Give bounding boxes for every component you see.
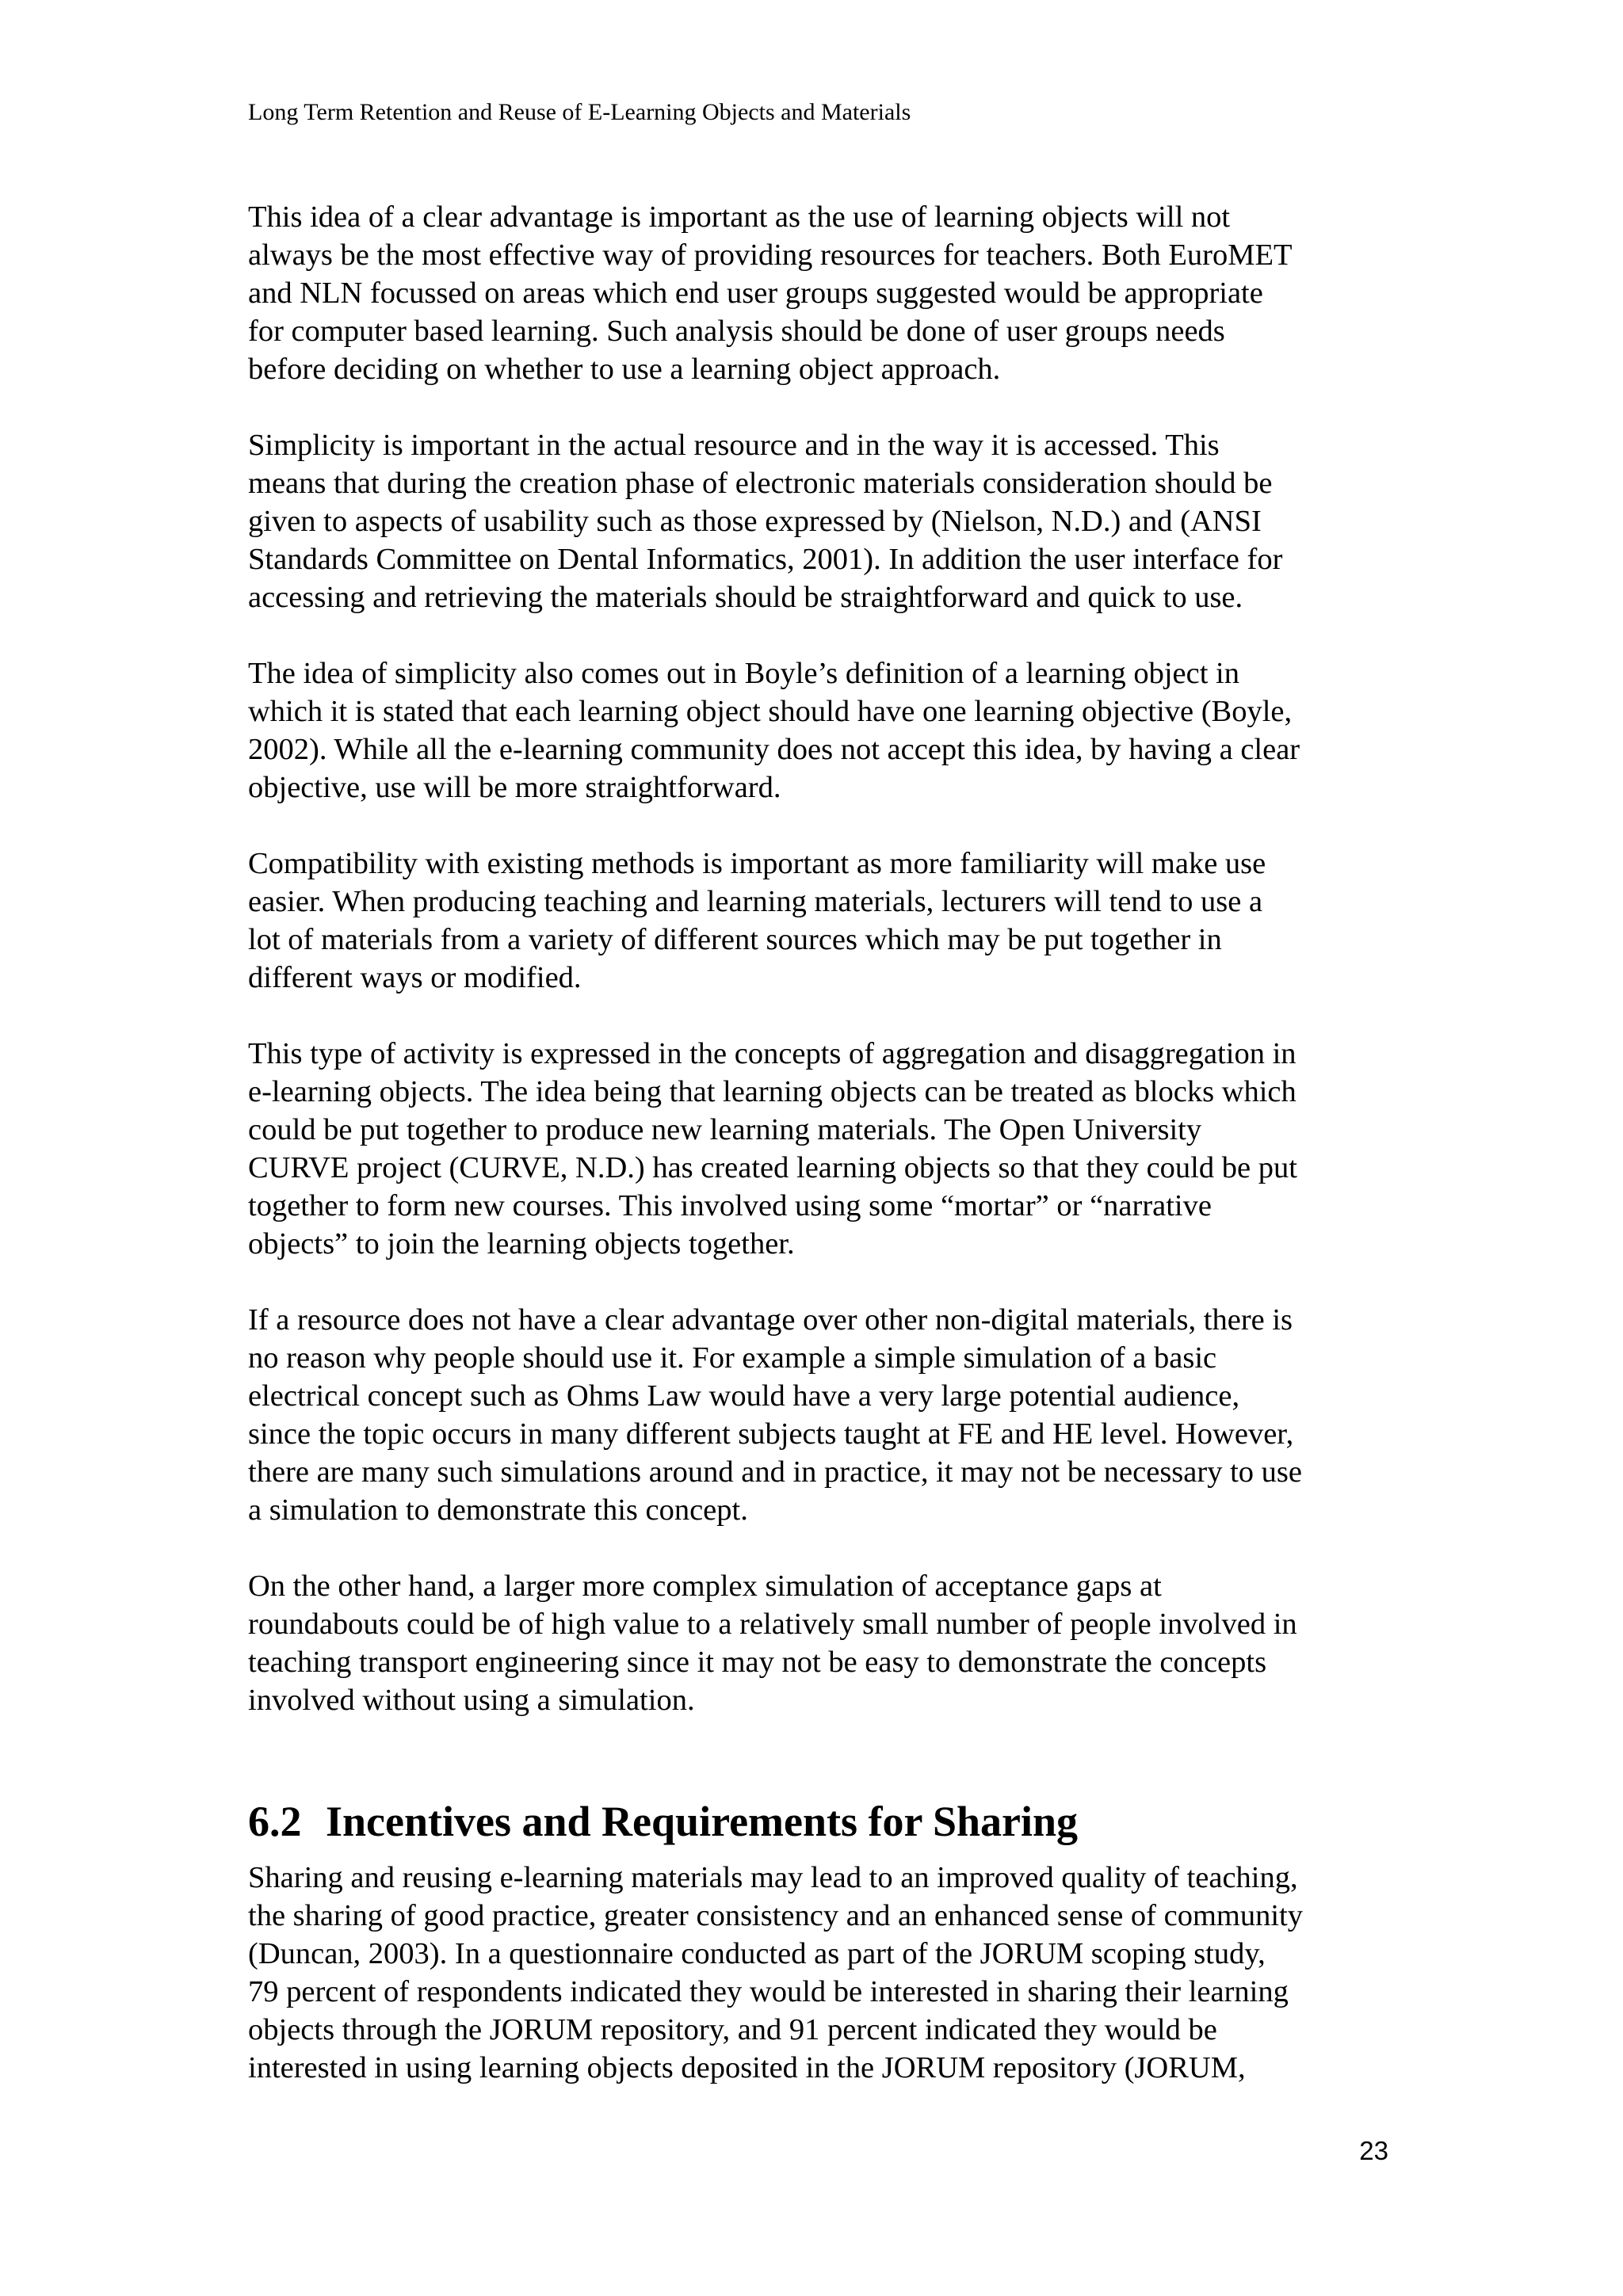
text-line: Compatibility with existing methods is important as more familiarity will make use <box>248 847 1266 880</box>
body-text <box>248 198 1389 2125</box>
text-line: involved without using a simulation. <box>248 1684 695 1717</box>
text-line: no reason why people should use it. For example a simple simulation of a basic <box>248 1341 1217 1375</box>
paragraph-aggregation <box>248 1035 1389 1263</box>
text-line: always be the most effective way of providing resources for teachers. Both EuroMET <box>248 238 1293 272</box>
text-line: objective, use will be more straightforward. <box>248 771 781 804</box>
text-line: interested in using learning objects deposited in the JORUM repository (JORUM, <box>248 2051 1246 2084</box>
text-line: for computer based learning. Such analysis should be done of user groups needs <box>248 315 1225 348</box>
text-line: since the topic occurs in many different subjects taught at FE and HE level. However, <box>248 1417 1294 1451</box>
text-line: 2002). While all the e-learning community does not accept this idea, by having a clear <box>248 733 1300 766</box>
text-line: roundabouts could be of high value to a relatively small number of people involved in <box>248 1608 1297 1641</box>
section-number: 6.2 <box>248 1798 302 1845</box>
text-line: 79 percent of respondents indicated they would be interested in sharing their learning <box>248 1975 1289 2008</box>
text-line: lot of materials from a variety of different sources which may be put together in <box>248 923 1222 956</box>
text-line: accessing and retrieving the materials should be straightforward and quick to use. <box>248 581 1243 614</box>
text-line: there are many such simulations around and in practice, it may not be necessary to use <box>248 1455 1302 1489</box>
text-line: The idea of simplicity also comes out in Boyle’s definition of a learning object in <box>248 657 1239 690</box>
text-line: If a resource does not have a clear advantage over other non-digital materials, there is <box>248 1303 1293 1337</box>
text-line: (Duncan, 2003). In a questionnaire conducted as part of the JORUM scoping study, <box>248 1937 1266 1970</box>
text-line: the sharing of good practice, greater consistency and an enhanced sense of community <box>248 1899 1303 1932</box>
text-line: could be put together to produce new learning materials. The Open University <box>248 1113 1202 1146</box>
text-line: On the other hand, a larger more complex simulation of acceptance gaps at <box>248 1569 1162 1603</box>
paragraph-ohms-law <box>248 1301 1389 1529</box>
text-line: teaching transport engineering since it may not be easy to demonstrate the concepts <box>248 1646 1267 1679</box>
text-line: This type of activity is expressed in the concepts of aggregation and disaggregation in <box>248 1037 1296 1070</box>
running-header: Long Term Retention and Reuse of E-Learning Objects and Materials <box>248 99 911 125</box>
text-line: easier. When producing teaching and learning materials, lecturers will tend to use a <box>248 885 1263 918</box>
text-line: Simplicity is important in the actual resource and in the way it is accessed. This <box>248 429 1220 462</box>
text-line: This idea of a clear advantage is important as the use of learning objects will not <box>248 200 1231 234</box>
section-heading <box>248 1795 1389 1848</box>
paragraph-simplicity <box>248 426 1389 616</box>
text-line: and NLN focussed on areas which end user groups suggested would be appropriate <box>248 277 1263 310</box>
text-line: different ways or modified. <box>248 961 582 994</box>
paragraph-clear-advantage <box>248 198 1389 388</box>
text-line: electrical concept such as Ohms Law would have a very large potential audience, <box>248 1379 1240 1413</box>
text-line: before deciding on whether to use a learning object approach. <box>248 353 1001 386</box>
paragraph-boyle-definition <box>248 654 1389 807</box>
text-line: a simulation to demonstrate this concept. <box>248 1493 748 1527</box>
text-line: together to form new courses. This involved using some “mortar” or “narrative <box>248 1189 1212 1222</box>
paragraph-roundabouts <box>248 1567 1389 1719</box>
text-line: means that during the creation phase of electronic materials consideration should be <box>248 467 1273 500</box>
text-line: which it is stated that each learning object should have one learning objective (Boyle, <box>248 695 1293 728</box>
page-number: 23 <box>1359 2136 1388 2165</box>
text-line: CURVE project (CURVE, N.D.) has created learning objects so that they could be put <box>248 1151 1297 1184</box>
text-line: Sharing and reusing e-learning materials may lead to an improved quality of teaching, <box>248 1861 1298 1894</box>
paragraph-sharing <box>248 1859 1389 2087</box>
text-line: e-learning objects. The idea being that learning objects can be treated as blocks which <box>248 1075 1296 1108</box>
text-line: given to aspects of usability such as those expressed by (Nielson, N.D.) and (ANSI <box>248 505 1262 538</box>
section-title: Incentives and Requirements for Sharing <box>326 1798 1079 1845</box>
text-line: Standards Committee on Dental Informatics, 2001). In addition the user interface for <box>248 543 1283 576</box>
text-line: objects” to join the learning objects together. <box>248 1227 795 1261</box>
text-line: objects through the JORUM repository, and 91 percent indicated they would be <box>248 2013 1217 2046</box>
paragraph-compatibility <box>248 845 1389 997</box>
